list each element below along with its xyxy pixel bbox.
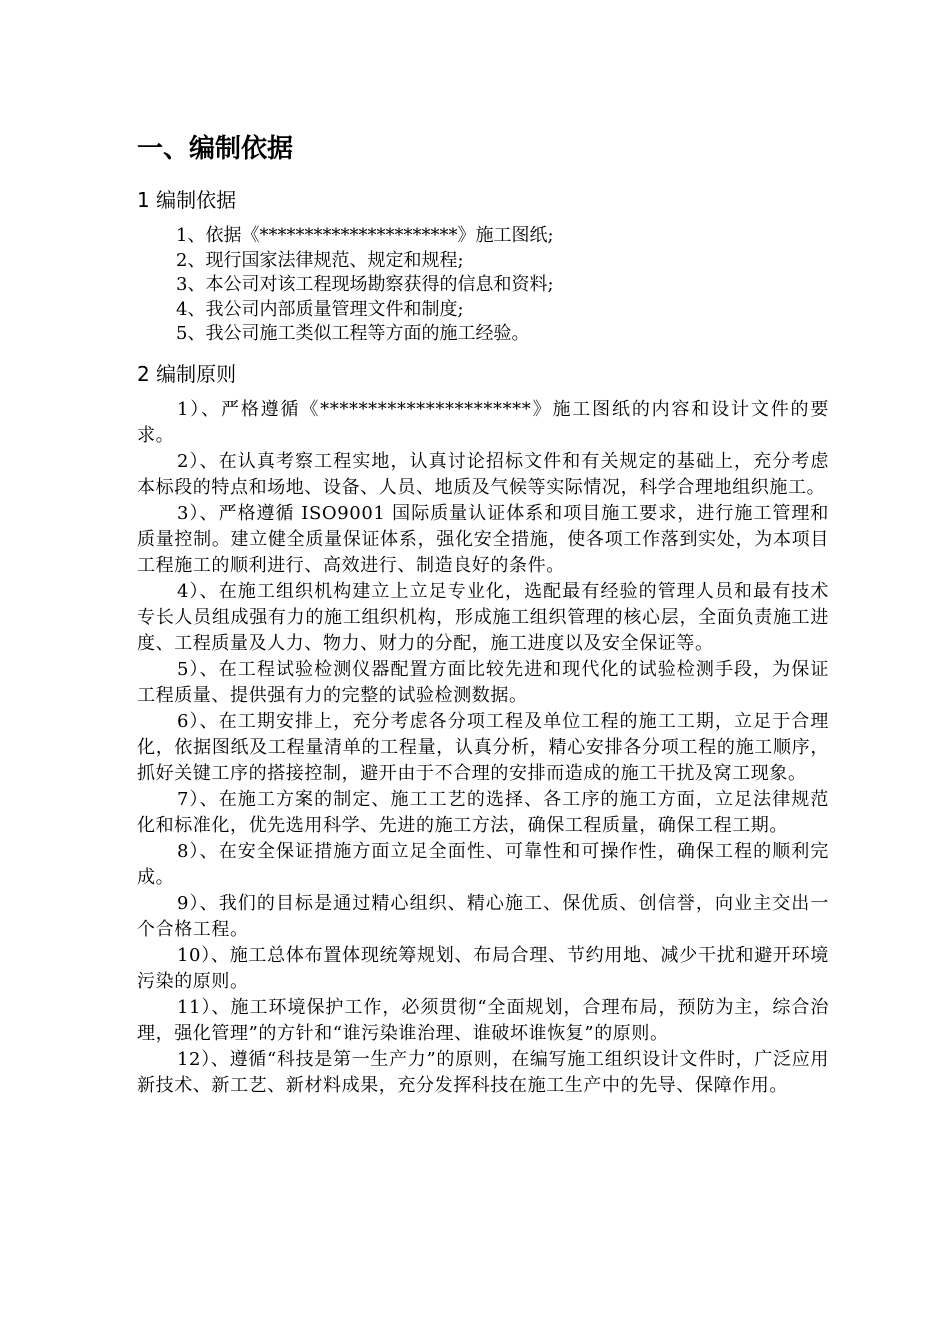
- section-heading-basis: 1 编制依据: [137, 188, 237, 212]
- list-item: 2、现行国家法律规范、规定和规程;: [176, 249, 464, 271]
- principles-body: [137, 397, 829, 1099]
- principle-paragraph: 5）、在工程试验检测仪器配置方面比较先进和现代化的试验检测手段，为保证工程质量、提供强有力的完整的试验检测数据。: [137, 659, 829, 706]
- list-item: 5、我公司施工类似工程等方面的施工经验。: [176, 323, 530, 345]
- principle-paragraph: 8）、在安全保证措施方面立足全面性、可靠性和可操作性，确保工程的顺利完成。: [137, 841, 829, 888]
- section-heading-principles: 2 编制原则: [137, 362, 237, 386]
- principle-paragraph: 10）、施工总体布置体现统筹规划、布局合理、节约用地、减少干扰和避开环境污染的原则。: [137, 945, 829, 992]
- list-item: 1、依据《**********************》施工图纸;: [176, 225, 554, 246]
- principle-paragraph: 6）、在工期安排上，充分考虑各分项工程及单位工程的施工工期，立足于合理化，依据图纸及工程量清单的工程量，认真分析，精心安排各分项工程的施工顺序，抓好关键工序的搭接控制，避开由于不合理的安排而造成的施工干扰及窝工现象。: [137, 711, 829, 784]
- principle-paragraph: 3）、严格遵循 ISO9001 国际质量认证体系和项目施工要求，进行施工管理和质量控制。建立健全质量保证体系，强化安全措施，使各项工作落到实处，为本项目工程施工的顺利进行、高效进行、制造良好的条件。: [137, 503, 829, 576]
- chapter-title: 一、编制依据: [137, 134, 294, 164]
- principle-paragraph: 11）、施工环境保护工作，必须贯彻“全面规划，合理布局，预防为主，综合治理，强化管理”的方针和“谁污染谁治理、谁破坏谁恢复”的原则。: [137, 997, 829, 1044]
- principle-paragraph: 7）、在施工方案的制定、施工工艺的选择、各工序的施工方面，立足法律规范化和标准化，优先选用科学、先进的施工方法，确保工程质量，确保工程工期。: [137, 789, 829, 836]
- list-item: 4、我公司内部质量管理文件和制度;: [176, 298, 464, 320]
- principle-paragraph: 9）、我们的目标是通过精心组织、精心施工、保优质、创信誉，向业主交出一个合格工程。: [137, 893, 829, 940]
- list-item: 3、本公司对该工程现场勘察获得的信息和资料;: [176, 274, 554, 296]
- principle-paragraph: 12）、遵循“科技是第一生产力”的原则，在编写施工组织设计文件时，广泛应用新技术、新工艺、新材料成果，充分发挥科技在施工生产中的先导、保障作用。: [137, 1049, 829, 1096]
- principle-paragraph: 4）、在施工组织机构建立上立足专业化，选配最有经验的管理人员和最有技术专长人员组成强有力的施工组织机构，形成施工组织管理的核心层，全面负责施工进度、工程质量及人力、物力、财力的分配，施工进度以及安全保证等。: [137, 581, 829, 654]
- principle-paragraph: 2）、在认真考察工程实地，认真讨论招标文件和有关规定的基础上，充分考虑本标段的特点和场地、设备、人员、地质及气候等实际情况，科学合理地组织施工。: [137, 451, 829, 498]
- principle-paragraph: 1）、严格遵循《**********************》施工图纸的内容和设计文件的要求。: [137, 399, 829, 446]
- basis-list: [176, 224, 554, 347]
